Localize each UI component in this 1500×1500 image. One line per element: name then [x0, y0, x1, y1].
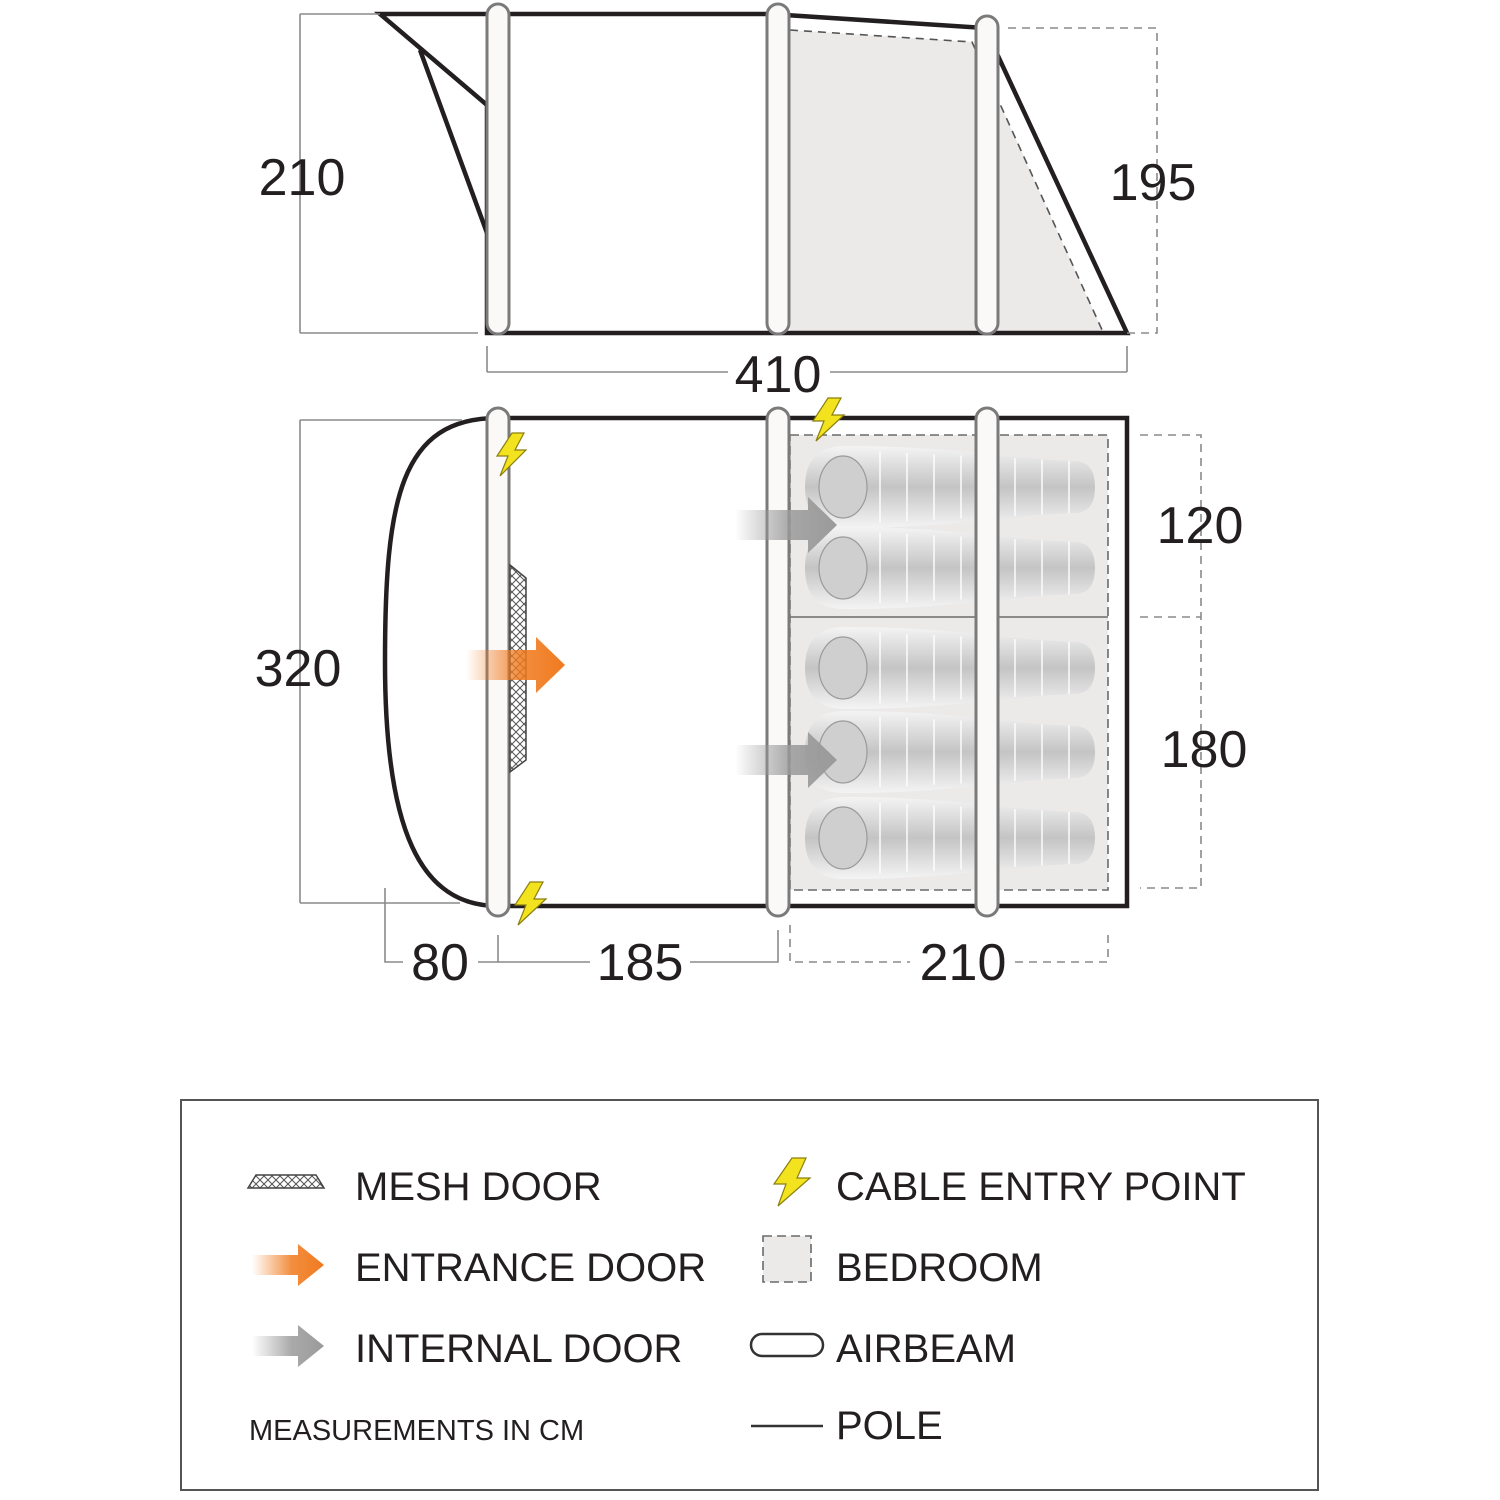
bedroom-legend-icon — [763, 1236, 811, 1282]
entrance-door-legend-label: ENTRANCE DOOR — [355, 1246, 707, 1290]
bedroom-upper-label: 120 — [1156, 497, 1244, 555]
pole-legend-label: POLE — [836, 1404, 943, 1448]
living-label: 185 — [596, 934, 684, 992]
measurements-note: MEASUREMENTS IN CM — [249, 1415, 585, 1447]
porch-label: 80 — [411, 934, 469, 992]
airbeam-legend-label: AIRBEAM — [836, 1327, 1017, 1371]
plan-airbeam-2 — [767, 408, 789, 916]
width-label: 320 — [254, 640, 342, 698]
cable-entry-bolt-icon-3 — [515, 882, 546, 925]
elevation-airbeam-1 — [487, 4, 509, 334]
elevation-airbeam-2 — [767, 4, 789, 334]
length-label: 410 — [734, 346, 822, 404]
bedroom-length-label: 210 — [919, 934, 1007, 992]
legend — [181, 1100, 1318, 1490]
airbeam-legend-icon — [751, 1334, 823, 1356]
cable-entry-legend-label: CABLE ENTRY POINT — [836, 1165, 1246, 1209]
floor-plan — [255, 398, 1248, 992]
sleeping-bags — [805, 446, 1095, 879]
height-right-label: 195 — [1109, 154, 1197, 212]
internal-door-legend-label: INTERNAL DOOR — [355, 1327, 683, 1371]
height-left-label: 210 — [258, 149, 346, 207]
bedroom-legend-label: BEDROOM — [836, 1246, 1043, 1290]
elevation-airbeam-3 — [976, 16, 998, 334]
side-elevation — [259, 4, 1197, 404]
mesh-door-legend-label: MESH DOOR — [355, 1165, 602, 1209]
mesh-door-legend-icon — [248, 1175, 324, 1188]
bedroom-lower-label: 180 — [1160, 721, 1248, 779]
plan-airbeam-3 — [976, 408, 998, 916]
